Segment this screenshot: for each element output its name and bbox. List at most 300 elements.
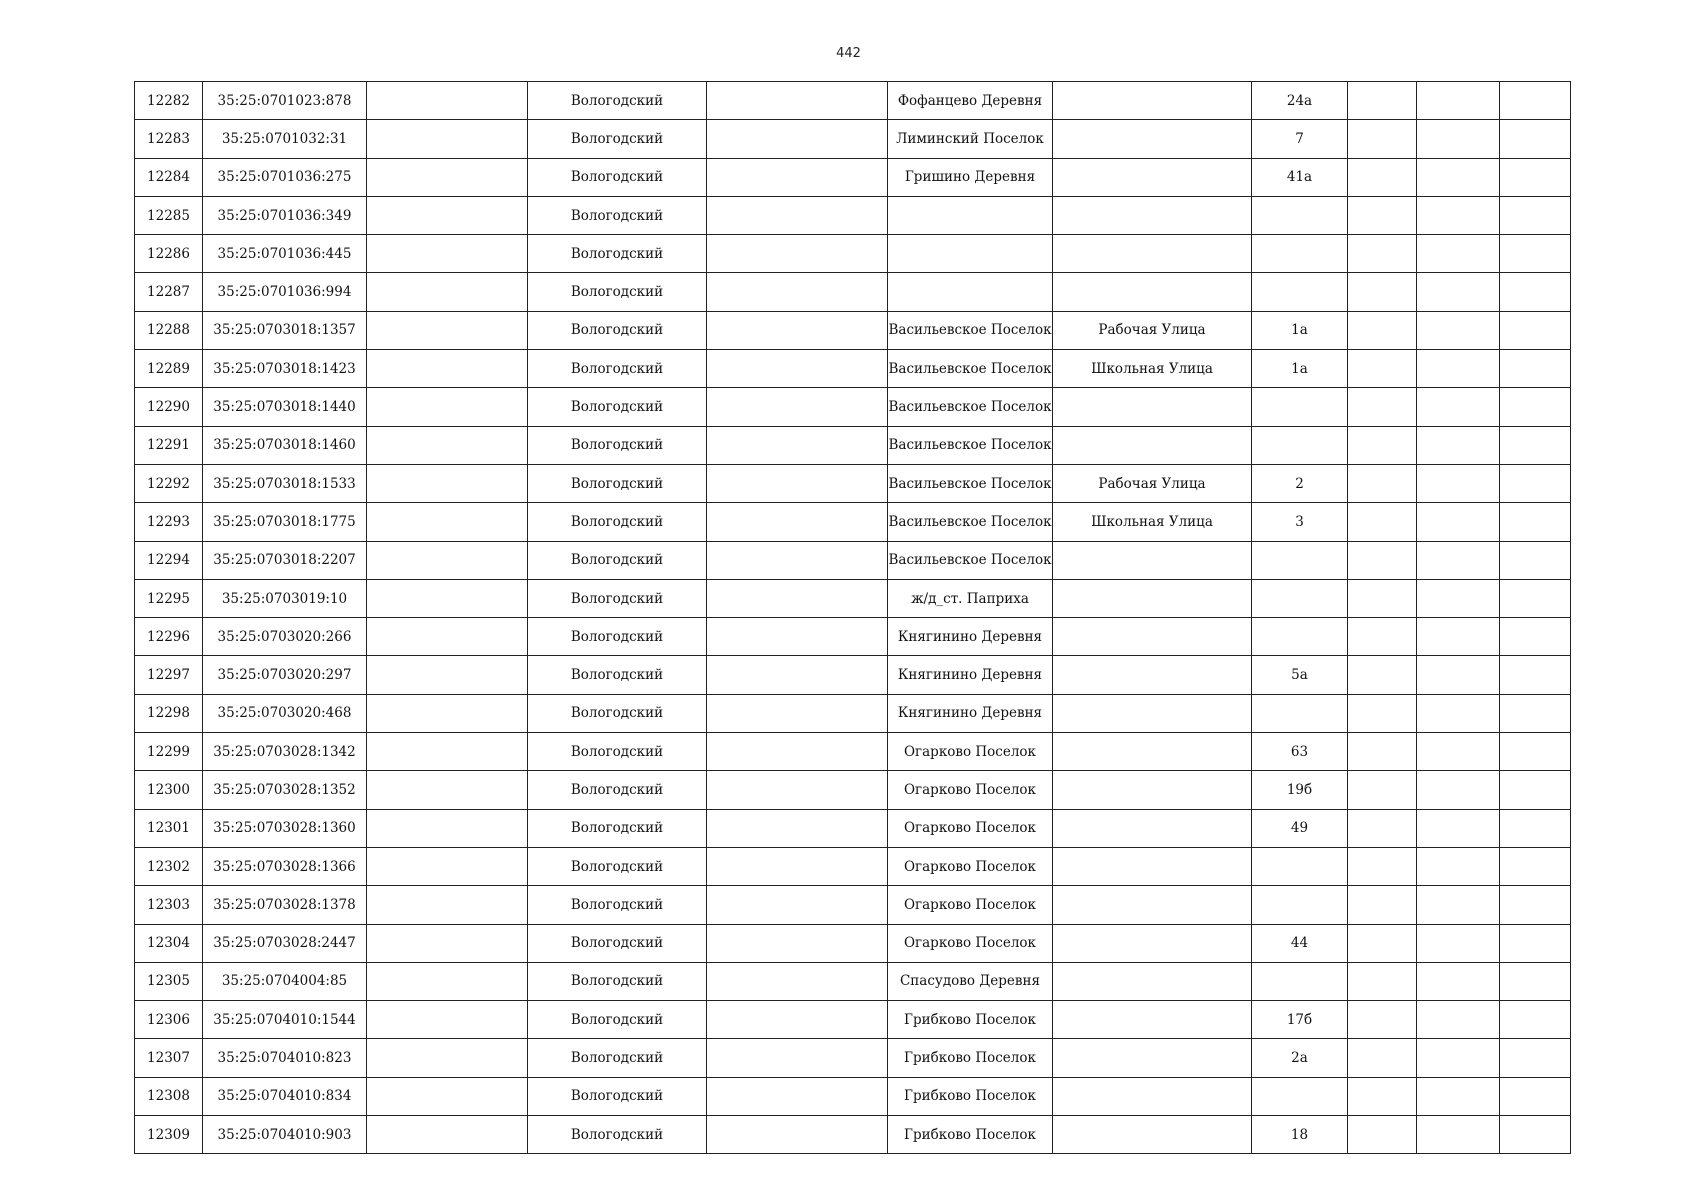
blank-cell xyxy=(1417,771,1500,809)
district-cell: Вологодский xyxy=(528,464,707,502)
cadastral-number-cell: 35:25:0704010:823 xyxy=(203,1039,367,1077)
blank-cell xyxy=(367,235,528,273)
row-number-cell: 12307 xyxy=(135,1039,203,1077)
table-row xyxy=(135,235,1571,273)
district-cell: Вологодский xyxy=(528,120,707,158)
district-cell: Вологодский xyxy=(528,733,707,771)
blank-cell xyxy=(1348,924,1417,962)
cadastral-number-cell: 35:25:0704010:1544 xyxy=(203,1001,367,1039)
blank-cell xyxy=(1417,541,1500,579)
blank-cell xyxy=(1417,733,1500,771)
locality-cell: Васильевское Поселок xyxy=(888,426,1053,464)
row-number-cell: 12297 xyxy=(135,656,203,694)
blank-cell xyxy=(367,464,528,502)
blank-cell xyxy=(1500,503,1571,541)
row-number-cell: 12298 xyxy=(135,694,203,732)
house-number-cell: 18 xyxy=(1252,1116,1348,1154)
blank-cell xyxy=(1348,847,1417,885)
locality-cell xyxy=(888,235,1053,273)
street-cell: Рабочая Улица xyxy=(1053,464,1252,502)
cadastral-number-cell: 35:25:0703020:297 xyxy=(203,656,367,694)
blank-cell xyxy=(1500,311,1571,349)
blank-cell xyxy=(367,541,528,579)
row-number-cell: 12308 xyxy=(135,1077,203,1115)
house-number-cell xyxy=(1252,962,1348,1000)
blank-cell xyxy=(367,694,528,732)
blank-cell xyxy=(707,694,888,732)
locality-cell: Княгинино Деревня xyxy=(888,656,1053,694)
blank-cell xyxy=(1417,196,1500,234)
row-number-cell: 12289 xyxy=(135,350,203,388)
blank-cell xyxy=(1348,120,1417,158)
blank-cell xyxy=(1500,196,1571,234)
blank-cell xyxy=(367,196,528,234)
table-row xyxy=(135,196,1571,234)
blank-cell xyxy=(367,771,528,809)
street-cell xyxy=(1053,962,1252,1000)
blank-cell xyxy=(707,924,888,962)
blank-cell xyxy=(1500,847,1571,885)
blank-cell xyxy=(1348,1077,1417,1115)
blank-cell xyxy=(707,82,888,120)
blank-cell xyxy=(1417,694,1500,732)
district-cell: Вологодский xyxy=(528,196,707,234)
blank-cell xyxy=(1500,426,1571,464)
locality-cell: Огарково Поселок xyxy=(888,733,1053,771)
table-row xyxy=(135,350,1571,388)
street-cell: Школьная Улица xyxy=(1053,503,1252,541)
blank-cell xyxy=(1500,1077,1571,1115)
cadastral-number-cell: 35:25:0701036:445 xyxy=(203,235,367,273)
house-number-cell: 49 xyxy=(1252,809,1348,847)
blank-cell xyxy=(1417,847,1500,885)
blank-cell xyxy=(367,350,528,388)
street-cell xyxy=(1053,235,1252,273)
district-cell: Вологодский xyxy=(528,618,707,656)
blank-cell xyxy=(707,311,888,349)
blank-cell xyxy=(707,809,888,847)
blank-cell xyxy=(367,388,528,426)
blank-cell xyxy=(1417,809,1500,847)
locality-cell: Княгинино Деревня xyxy=(888,618,1053,656)
district-cell: Вологодский xyxy=(528,847,707,885)
blank-cell xyxy=(367,847,528,885)
cadastral-number-cell: 35:25:0703018:1775 xyxy=(203,503,367,541)
blank-cell xyxy=(367,733,528,771)
cadastral-number-cell: 35:25:0703018:1533 xyxy=(203,464,367,502)
blank-cell xyxy=(1500,962,1571,1000)
table-row xyxy=(135,426,1571,464)
row-number-cell: 12302 xyxy=(135,847,203,885)
blank-cell xyxy=(1500,618,1571,656)
blank-cell xyxy=(707,541,888,579)
blank-cell xyxy=(707,771,888,809)
row-number-cell: 12285 xyxy=(135,196,203,234)
table-row xyxy=(135,924,1571,962)
district-cell: Вологодский xyxy=(528,1116,707,1154)
row-number-cell: 12299 xyxy=(135,733,203,771)
street-cell xyxy=(1053,886,1252,924)
street-cell xyxy=(1053,656,1252,694)
blank-cell xyxy=(707,158,888,196)
blank-cell xyxy=(1348,618,1417,656)
blank-cell xyxy=(367,82,528,120)
blank-cell xyxy=(1500,1001,1571,1039)
locality-cell: Огарково Поселок xyxy=(888,809,1053,847)
blank-cell xyxy=(1348,1001,1417,1039)
blank-cell xyxy=(1348,809,1417,847)
street-cell xyxy=(1053,809,1252,847)
locality-cell xyxy=(888,196,1053,234)
locality-cell: Васильевское Поселок xyxy=(888,503,1053,541)
blank-cell xyxy=(1348,350,1417,388)
row-number-cell: 12300 xyxy=(135,771,203,809)
house-number-cell xyxy=(1252,426,1348,464)
blank-cell xyxy=(1500,388,1571,426)
blank-cell xyxy=(707,426,888,464)
row-number-cell: 12286 xyxy=(135,235,203,273)
table-row xyxy=(135,1116,1571,1154)
house-number-cell xyxy=(1252,541,1348,579)
blank-cell xyxy=(1417,579,1500,617)
blank-cell xyxy=(707,847,888,885)
house-number-cell xyxy=(1252,196,1348,234)
blank-cell xyxy=(1500,541,1571,579)
district-cell: Вологодский xyxy=(528,1039,707,1077)
blank-cell xyxy=(367,120,528,158)
blank-cell xyxy=(367,809,528,847)
district-cell: Вологодский xyxy=(528,962,707,1000)
blank-cell xyxy=(367,618,528,656)
blank-cell xyxy=(1500,656,1571,694)
blank-cell xyxy=(707,503,888,541)
blank-cell xyxy=(707,579,888,617)
blank-cell xyxy=(1417,1077,1500,1115)
district-cell: Вологодский xyxy=(528,158,707,196)
blank-cell xyxy=(1500,886,1571,924)
blank-cell xyxy=(1500,579,1571,617)
blank-cell xyxy=(367,924,528,962)
blank-cell xyxy=(707,196,888,234)
blank-cell xyxy=(1417,350,1500,388)
street-cell xyxy=(1053,273,1252,311)
street-cell: Рабочая Улица xyxy=(1053,311,1252,349)
street-cell xyxy=(1053,694,1252,732)
blank-cell xyxy=(1500,1039,1571,1077)
blank-cell xyxy=(367,1001,528,1039)
row-number-cell: 12288 xyxy=(135,311,203,349)
blank-cell xyxy=(1417,273,1500,311)
house-number-cell: 1а xyxy=(1252,350,1348,388)
row-number-cell: 12295 xyxy=(135,579,203,617)
blank-cell xyxy=(1348,694,1417,732)
locality-cell: Васильевское Поселок xyxy=(888,464,1053,502)
district-cell: Вологодский xyxy=(528,541,707,579)
row-number-cell: 12294 xyxy=(135,541,203,579)
house-number-cell: 2а xyxy=(1252,1039,1348,1077)
table-row xyxy=(135,388,1571,426)
table-row xyxy=(135,656,1571,694)
blank-cell xyxy=(1348,1039,1417,1077)
blank-cell xyxy=(1348,388,1417,426)
street-cell xyxy=(1053,541,1252,579)
cadastral-number-cell: 35:25:0703018:1440 xyxy=(203,388,367,426)
blank-cell xyxy=(367,886,528,924)
row-number-cell: 12304 xyxy=(135,924,203,962)
table-row xyxy=(135,1039,1571,1077)
district-cell: Вологодский xyxy=(528,235,707,273)
blank-cell xyxy=(707,350,888,388)
locality-cell: Гришино Деревня xyxy=(888,158,1053,196)
blank-cell xyxy=(707,464,888,502)
blank-cell xyxy=(1417,1039,1500,1077)
table-row xyxy=(135,733,1571,771)
blank-cell xyxy=(707,1001,888,1039)
table-row xyxy=(135,809,1571,847)
cadastral-number-cell: 35:25:0703018:1460 xyxy=(203,426,367,464)
street-cell xyxy=(1053,733,1252,771)
blank-cell xyxy=(1348,656,1417,694)
locality-cell: Спасудово Деревня xyxy=(888,962,1053,1000)
street-cell xyxy=(1053,82,1252,120)
blank-cell xyxy=(1500,694,1571,732)
blank-cell xyxy=(1348,733,1417,771)
blank-cell xyxy=(1500,235,1571,273)
district-cell: Вологодский xyxy=(528,1077,707,1115)
blank-cell xyxy=(707,618,888,656)
blank-cell xyxy=(1500,924,1571,962)
table-row xyxy=(135,273,1571,311)
blank-cell xyxy=(707,273,888,311)
street-cell xyxy=(1053,847,1252,885)
house-number-cell: 1а xyxy=(1252,311,1348,349)
blank-cell xyxy=(367,503,528,541)
street-cell xyxy=(1053,426,1252,464)
cadastral-number-cell: 35:25:0701036:994 xyxy=(203,273,367,311)
cadastral-number-cell: 35:25:0703018:1357 xyxy=(203,311,367,349)
row-number-cell: 12283 xyxy=(135,120,203,158)
blank-cell xyxy=(367,962,528,1000)
blank-cell xyxy=(367,158,528,196)
blank-cell xyxy=(1348,579,1417,617)
page-number: 442 xyxy=(836,46,861,61)
street-cell xyxy=(1053,618,1252,656)
blank-cell xyxy=(1348,464,1417,502)
street-cell xyxy=(1053,120,1252,158)
table-row xyxy=(135,464,1571,502)
locality-cell: Огарково Поселок xyxy=(888,771,1053,809)
cadastral-number-cell: 35:25:0703018:2207 xyxy=(203,541,367,579)
locality-cell: Васильевское Поселок xyxy=(888,311,1053,349)
district-cell: Вологодский xyxy=(528,82,707,120)
blank-cell xyxy=(1500,82,1571,120)
cadastral-number-cell: 35:25:0703028:1352 xyxy=(203,771,367,809)
cadastral-number-cell: 35:25:0701032:31 xyxy=(203,120,367,158)
district-cell: Вологодский xyxy=(528,503,707,541)
blank-cell xyxy=(1348,273,1417,311)
blank-cell xyxy=(707,733,888,771)
blank-cell xyxy=(367,656,528,694)
locality-cell: Огарково Поселок xyxy=(888,924,1053,962)
table-row xyxy=(135,886,1571,924)
registry-table xyxy=(134,81,1571,1154)
blank-cell xyxy=(1417,503,1500,541)
blank-cell xyxy=(1417,235,1500,273)
house-number-cell: 2 xyxy=(1252,464,1348,502)
locality-cell: Княгинино Деревня xyxy=(888,694,1053,732)
cadastral-number-cell: 35:25:0701036:349 xyxy=(203,196,367,234)
locality-cell xyxy=(888,273,1053,311)
blank-cell xyxy=(707,388,888,426)
street-cell xyxy=(1053,579,1252,617)
locality-cell: Васильевское Поселок xyxy=(888,350,1053,388)
cadastral-number-cell: 35:25:0704010:834 xyxy=(203,1077,367,1115)
blank-cell xyxy=(1500,809,1571,847)
house-number-cell xyxy=(1252,694,1348,732)
blank-cell xyxy=(367,426,528,464)
blank-cell xyxy=(1500,273,1571,311)
blank-cell xyxy=(1417,1001,1500,1039)
blank-cell xyxy=(707,656,888,694)
row-number-cell: 12309 xyxy=(135,1116,203,1154)
blank-cell xyxy=(1417,618,1500,656)
street-cell xyxy=(1053,388,1252,426)
cadastral-number-cell: 35:25:0703019:10 xyxy=(203,579,367,617)
locality-cell: Грибково Поселок xyxy=(888,1077,1053,1115)
table-row xyxy=(135,503,1571,541)
locality-cell: Васильевское Поселок xyxy=(888,541,1053,579)
house-number-cell: 63 xyxy=(1252,733,1348,771)
blank-cell xyxy=(1348,158,1417,196)
table-row xyxy=(135,618,1571,656)
table-row xyxy=(135,847,1571,885)
cadastral-number-cell: 35:25:0703020:468 xyxy=(203,694,367,732)
house-number-cell xyxy=(1252,1077,1348,1115)
blank-cell xyxy=(367,273,528,311)
blank-cell xyxy=(1348,886,1417,924)
street-cell xyxy=(1053,771,1252,809)
row-number-cell: 12292 xyxy=(135,464,203,502)
locality-cell: Лиминский Поселок xyxy=(888,120,1053,158)
row-number-cell: 12282 xyxy=(135,82,203,120)
blank-cell xyxy=(1417,120,1500,158)
blank-cell xyxy=(1500,350,1571,388)
table-row xyxy=(135,120,1571,158)
house-number-cell xyxy=(1252,847,1348,885)
house-number-cell xyxy=(1252,388,1348,426)
blank-cell xyxy=(1348,235,1417,273)
blank-cell xyxy=(1348,82,1417,120)
blank-cell xyxy=(1348,196,1417,234)
house-number-cell xyxy=(1252,273,1348,311)
row-number-cell: 12305 xyxy=(135,962,203,1000)
blank-cell xyxy=(1417,82,1500,120)
cadastral-number-cell: 35:25:0703018:1423 xyxy=(203,350,367,388)
cadastral-number-cell: 35:25:0704010:903 xyxy=(203,1116,367,1154)
house-number-cell: 41а xyxy=(1252,158,1348,196)
blank-cell xyxy=(1500,733,1571,771)
blank-cell xyxy=(367,1077,528,1115)
street-cell xyxy=(1053,1001,1252,1039)
table-row xyxy=(135,158,1571,196)
street-cell xyxy=(1053,196,1252,234)
locality-cell: Грибково Поселок xyxy=(888,1039,1053,1077)
street-cell xyxy=(1053,158,1252,196)
street-cell: Школьная Улица xyxy=(1053,350,1252,388)
street-cell xyxy=(1053,924,1252,962)
district-cell: Вологодский xyxy=(528,809,707,847)
cadastral-number-cell: 35:25:0704004:85 xyxy=(203,962,367,1000)
row-number-cell: 12284 xyxy=(135,158,203,196)
blank-cell xyxy=(1417,962,1500,1000)
cadastral-number-cell: 35:25:0701023:878 xyxy=(203,82,367,120)
table-row xyxy=(135,579,1571,617)
row-number-cell: 12306 xyxy=(135,1001,203,1039)
blank-cell xyxy=(1417,656,1500,694)
blank-cell xyxy=(367,1116,528,1154)
district-cell: Вологодский xyxy=(528,656,707,694)
cadastral-number-cell: 35:25:0703028:2447 xyxy=(203,924,367,962)
blank-cell xyxy=(1417,426,1500,464)
district-cell: Вологодский xyxy=(528,273,707,311)
street-cell xyxy=(1053,1077,1252,1115)
district-cell: Вологодский xyxy=(528,350,707,388)
locality-cell: Грибково Поселок xyxy=(888,1001,1053,1039)
blank-cell xyxy=(1500,464,1571,502)
blank-cell xyxy=(1348,1116,1417,1154)
blank-cell xyxy=(1348,541,1417,579)
cadastral-number-cell: 35:25:0703020:266 xyxy=(203,618,367,656)
cadastral-number-cell: 35:25:0701036:275 xyxy=(203,158,367,196)
blank-cell xyxy=(707,1077,888,1115)
table-row xyxy=(135,311,1571,349)
locality-cell: Грибково Поселок xyxy=(888,1116,1053,1154)
blank-cell xyxy=(1417,388,1500,426)
table-row xyxy=(135,962,1571,1000)
house-number-cell: 19б xyxy=(1252,771,1348,809)
district-cell: Вологодский xyxy=(528,388,707,426)
district-cell: Вологодский xyxy=(528,771,707,809)
row-number-cell: 12287 xyxy=(135,273,203,311)
row-number-cell: 12293 xyxy=(135,503,203,541)
house-number-cell: 17б xyxy=(1252,1001,1348,1039)
row-number-cell: 12303 xyxy=(135,886,203,924)
cadastral-number-cell: 35:25:0703028:1342 xyxy=(203,733,367,771)
house-number-cell xyxy=(1252,886,1348,924)
blank-cell xyxy=(1417,1116,1500,1154)
house-number-cell: 44 xyxy=(1252,924,1348,962)
table-row xyxy=(135,541,1571,579)
blank-cell xyxy=(1417,464,1500,502)
blank-cell xyxy=(367,1039,528,1077)
blank-cell xyxy=(1348,311,1417,349)
row-number-cell: 12301 xyxy=(135,809,203,847)
house-number-cell: 3 xyxy=(1252,503,1348,541)
cadastral-number-cell: 35:25:0703028:1366 xyxy=(203,847,367,885)
table-row xyxy=(135,694,1571,732)
locality-cell: Огарково Поселок xyxy=(888,886,1053,924)
blank-cell xyxy=(707,1039,888,1077)
blank-cell xyxy=(707,962,888,1000)
blank-cell xyxy=(367,579,528,617)
blank-cell xyxy=(1500,1116,1571,1154)
row-number-cell: 12296 xyxy=(135,618,203,656)
blank-cell xyxy=(707,235,888,273)
blank-cell xyxy=(1348,426,1417,464)
district-cell: Вологодский xyxy=(528,694,707,732)
blank-cell xyxy=(1500,771,1571,809)
blank-cell xyxy=(367,311,528,349)
